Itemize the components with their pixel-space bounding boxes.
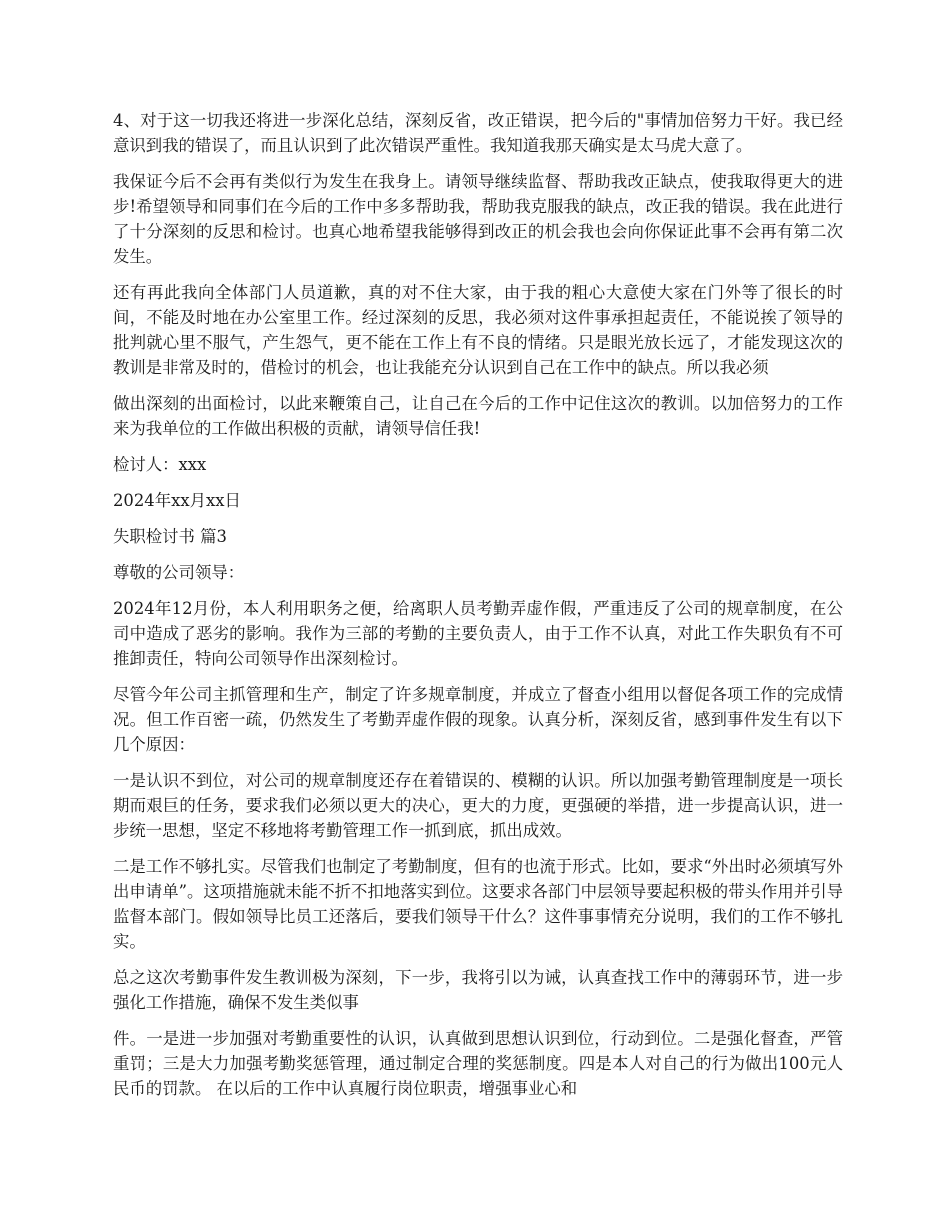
salutation: 尊敬的公司领导：	[113, 563, 245, 582]
signature-line: 检讨人：xxx	[113, 455, 207, 474]
paragraph-self-criticism: 做出深刻的出面检讨，以此来鞭策自己，让自己在今后的工作中记住这次的教训。以加倍努力的工作来为我单位的工作做出积极的贡献，请领导信任我!	[113, 394, 843, 438]
paragraph-apology: 还有再此我向全体部门人员道歉，真的对不住大家，由于我的粗心大意使大家在门外等了很长的时间，不能及时地在办公室里工作。经过深刻的反思，我必须对这件事承担起责任，不能说挨了领导的批判就心里不服气，产生怨气，更不能在工作上有不良的情绪。只是眼光放长远了，才能发现这次的教训是非常及时的，借检讨的机会，也让我能充分认识到自己在工作中的缺点。所以我必须	[113, 283, 843, 377]
date-line: 2024年xx月xx日	[113, 491, 241, 510]
paragraph-incident: 2024年12月份，本人利用职务之便，给离职人员考勤弄虚作假，严重违反了公司的规章制度，在公司中造成了恶劣的影响。我作为三部的考勤的主要负责人，由于工作不认真，对此工作失职负有不可推卸责任，特向公司领导作出深刻检讨。	[113, 599, 843, 668]
paragraph-point-4: 4、对于这一切我还将进一步深化总结，深刻反省，改正错误，把今后的"事情加倍努力干好。我已经意识到我的错误了，而且认识到了此次错误严重性。我知道我那天确实是太马虎大意了。	[113, 111, 843, 155]
paragraph-reason-1: 一是认识不到位，对公司的规章制度还存在着错误的、模糊的认识。所以加强考勤管理制度是一项长期而艰巨的任务，要求我们必须以更大的决心，更大的力度，更强硬的举措，进一步提高认识，进一步统一思想，坚定不移地将考勤管理工作一抓到底，抓出成效。	[113, 771, 843, 840]
paragraph-guarantee: 我保证今后不会再有类似行为发生在我身上。请领导继续监督、帮助我改正缺点，使我取得更大的进步!希望领导和同事们在今后的工作中多多帮助我，帮助我克服我的缺点，改正我的错误。我在此进行了十分深刻的反思和检讨。也真心地希望我能够得到改正的机会我也会向你保证此事不会再有第二次发生。	[113, 172, 843, 266]
paragraph-analysis: 尽管今年公司主抓管理和生产，制定了许多规章制度，并成立了督查小组用以督促各项工作的完成情况。但工作百密一疏，仍然发生了考勤弄虚作假的现象。认真分析，深刻反省，感到事件发生有以下几个原因：	[113, 685, 843, 754]
paragraph-measures: 件。一是进一步加强对考勤重要性的认识，认真做到思想认识到位，行动到位。二是强化督查，严管重罚；三是大力加强考勤奖惩管理，通过制定合理的奖惩制度。四是本人对自己的行为做出100元人民币的罚款。 在以后的工作中认真履行岗位职责，增强事业心和	[113, 1029, 843, 1098]
paragraph-reason-2: 二是工作不够扎实。尽管我们也制定了考勤制度，但有的也流于形式。比如，要求“外出时必须填写外出申请单”。这项措施就未能不折不扣地落实到位。这要求各部门中层领导要起积极的带头作用并引导监督本部门。假如领导比员工还落后，要我们领导干什么？这件事事情充分说明，我们的工作不够扎实。	[113, 857, 843, 951]
paragraph-summary: 总之这次考勤事件发生教训极为深刻，下一步，我将引以为诫，认真查找工作中的薄弱环节，进一步强化工作措施，确保不发生类似事	[113, 968, 843, 1012]
document-body	[113, 108, 843, 1112]
section-title: 失职检讨书 篇3	[113, 527, 227, 546]
